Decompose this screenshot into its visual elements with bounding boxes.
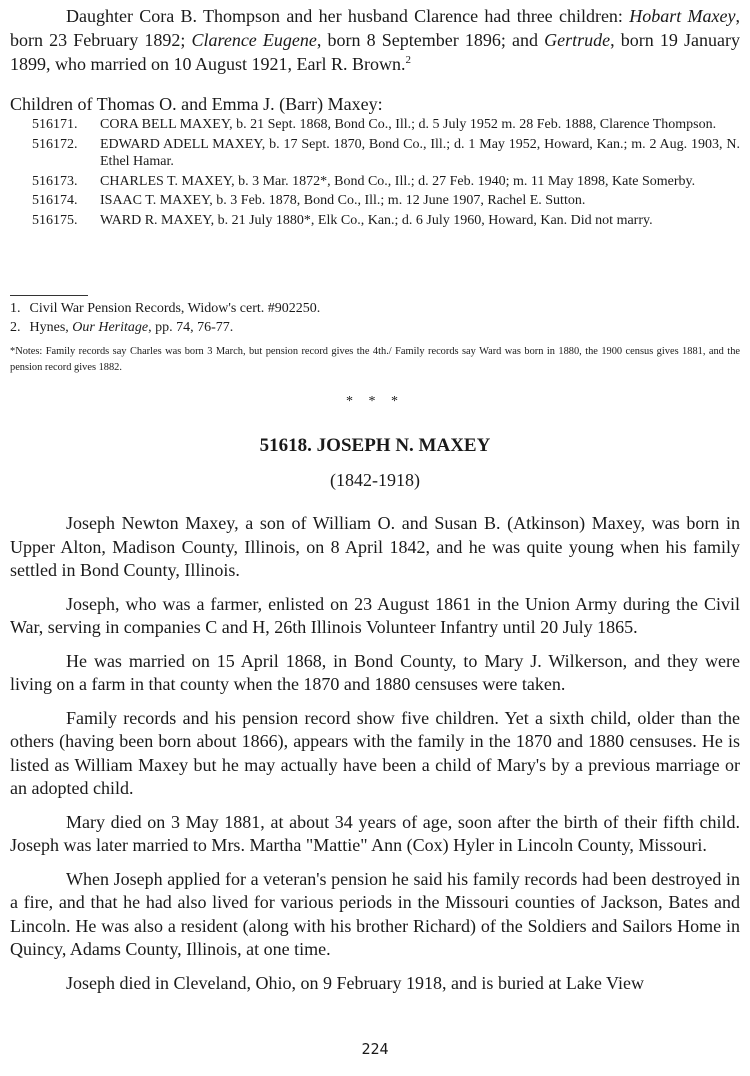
- body-paragraph: Joseph Newton Maxey, a son of William O. and Susan B. (Atkinson) Maxey, was born in Upper Alton, Madison County, Illinois, on 8 April 1842, and he was quite young when his family settled in Bond County, Illinois.: [10, 513, 740, 580]
- intro-text-a: Daughter Cora B. Thompson and her husband Clarence had three children:: [66, 6, 630, 26]
- children-list: [32, 116, 740, 231]
- body-paragraph: Joseph, who was a farmer, enlisted on 23 August 1861 in the Union Army during the Civil War, serving in companies C and H, 26th Illinois Volunteer Infantry until 20 July 1865.: [10, 593, 740, 637]
- intro-text-c: , born 8 September 1896; and: [316, 30, 545, 50]
- body-paragraph: Mary died on 3 May 1881, at about 34 years of age, soon after the birth of their fifth child. Joseph was later married to Mrs. Martha "Mattie" Ann (Cox) Hyler in Lincoln County, Missouri.: [10, 811, 740, 855]
- list-item: [32, 192, 740, 210]
- child-number: 516172.: [32, 136, 78, 152]
- footnote-ref-2: 2: [405, 54, 411, 66]
- footnote-book-title: Our Heritage: [72, 320, 149, 335]
- body-paragraph: He was married on 15 April 1868, in Bond County, to Mary J. Wilkerson, and they were living on a farm in that county when the 1870 and 1880 censuses were taken.: [10, 650, 740, 694]
- body-paragraph: Family records and his pension record show five children. Yet a sixth child, older than the others (having been born about 1866), appears with the family in the 1870 and 1880 censuses. He is listed as William Maxey but he may actually have been a child of Mary's by a previous marriage or an adopted child.: [10, 707, 740, 798]
- footnote-number: 2.: [10, 320, 21, 335]
- list-item: [32, 212, 740, 230]
- child-name-gertrude: Gertrude: [544, 30, 611, 50]
- child-entry: EDWARD ADELL MAXEY, b. 17 Sept. 1870, Bond Co., Ill.; d. 1 May 1952, Howard, Kan.; m. 2 Aug. 1903, N. Ethel Hamar.: [100, 136, 740, 169]
- footnote-divider: [10, 295, 88, 296]
- footnote-text-a: Hynes,: [29, 320, 73, 335]
- child-number: 516175.: [32, 212, 78, 228]
- list-item: [32, 136, 740, 171]
- section-separator: * * *: [346, 394, 404, 409]
- children-heading: Children of Thomas O. and Emma J. (Barr) Maxey:: [10, 94, 383, 114]
- footnote-number: 1.: [10, 301, 21, 316]
- child-entry: ISAAC T. MAXEY, b. 3 Feb. 1878, Bond Co., Ill.; m. 12 June 1907, Rachel E. Sutton.: [100, 193, 586, 208]
- footnote-text: Civil War Pension Records, Widow's cert. #902250.: [29, 301, 321, 316]
- page-number: 224: [361, 1040, 389, 1058]
- notes-paragraph: *Notes: Family records say Charles was born 3 March, but pension record gives the 4th./ Family records say Ward was born in 1880, the 1900 census gives 1881, and the pension record gives 1882.: [10, 346, 740, 373]
- list-item: [32, 116, 740, 134]
- list-item: [32, 173, 740, 191]
- child-entry: CHARLES T. MAXEY, b. 3 Mar. 1872*, Bond Co., Ill.; d. 27 Feb. 1940; m. 11 May 1898, Kate Somerby.: [100, 173, 696, 189]
- section-dates: (1842-1918): [330, 470, 420, 490]
- child-entry: WARD R. MAXEY, b. 21 July 1880*, Elk Co., Kan.; d. 6 July 1960, Howard, Kan. Did not marry.: [100, 212, 653, 228]
- footnote-1: [10, 299, 740, 318]
- footnote-2: [10, 318, 740, 337]
- section-title: 51618. JOSEPH N. MAXEY: [259, 435, 491, 456]
- child-number: 516173.: [32, 173, 78, 189]
- intro-text-b: , born 23 February 1892;: [10, 6, 740, 50]
- body-paragraph: When Joseph applied for a veteran's pension he said his family records had been destroyed in a fire, and that he had also lived for various periods in the Missouri counties of Jackson, Bates and Lincoln. He was also a resident (along with his brother Richard) of the Soldiers and Sailors Home in Quincy, Adams County, Illinois, at one time.: [10, 868, 740, 959]
- child-name-clarence: Clarence Eugene: [191, 30, 317, 50]
- body-paragraph: Joseph died in Cleveland, Ohio, on 9 February 1918, and is buried at Lake View: [66, 972, 644, 993]
- child-number: 516174.: [32, 193, 78, 208]
- footnote-text-b: , pp. 74, 76-77.: [148, 320, 234, 335]
- intro-text-d: , born 19 January 1899, who married on 10 August 1921, Earl R. Brown.: [10, 30, 740, 74]
- child-number: 516171.: [32, 117, 78, 132]
- intro-paragraph: [10, 4, 740, 76]
- footnotes: [10, 299, 740, 337]
- child-entry: CORA BELL MAXEY, b. 21 Sept. 1868, Bond Co., Ill.; d. 5 July 1952 m. 28 Feb. 1888, Clarence Thompson.: [100, 117, 717, 132]
- biography-body: [10, 512, 740, 1005]
- child-name-hobart: Hobart Maxey: [629, 6, 736, 26]
